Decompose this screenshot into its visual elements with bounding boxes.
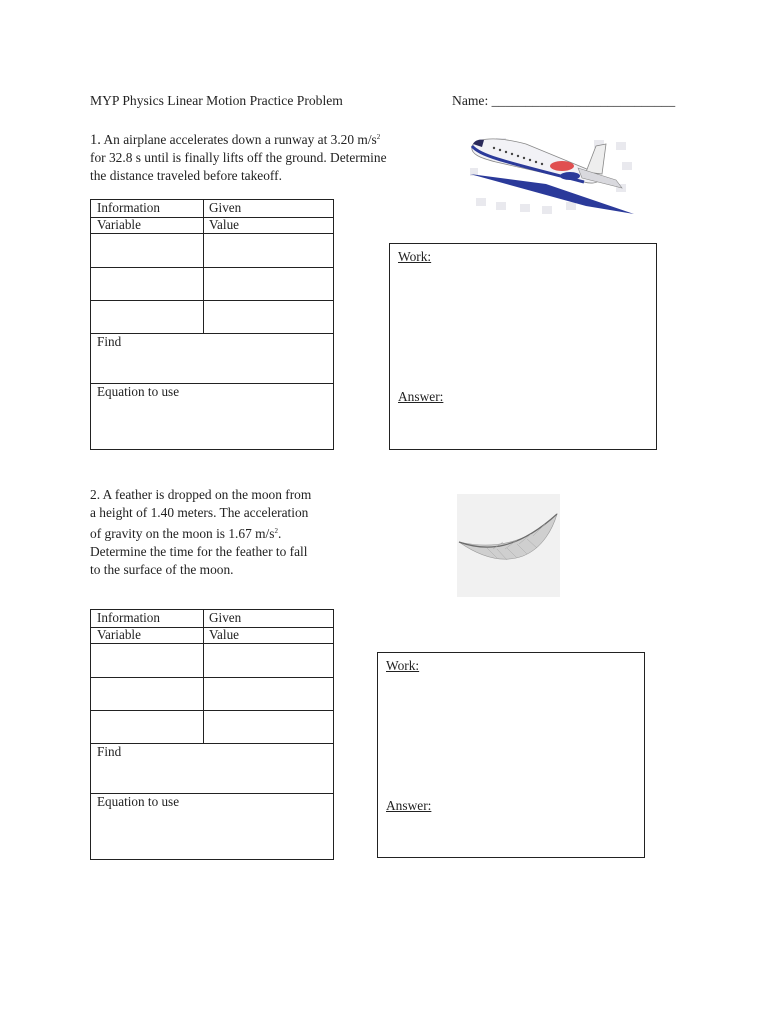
equation-label: Equation to use (97, 794, 180, 809)
problem-2-number: 2. (90, 487, 101, 502)
table-rule (91, 233, 333, 234)
table-rule (91, 743, 333, 744)
problem-2-line-5: to the surface of the moon. (90, 562, 234, 577)
work-label: Work: (386, 658, 420, 673)
problem-1-line-2: for 32.8 s until is finally lifts off the ground. Determine (90, 150, 387, 165)
table-rule (91, 267, 333, 268)
answer-label: Answer: (398, 389, 444, 404)
answer-label: Answer: (386, 798, 432, 813)
problem-2-line-2: a height of 1.40 meters. The acceleration (90, 505, 309, 520)
work-label: Work: (398, 249, 432, 264)
problem-1-line-3: the distance traveled before takeoff. (90, 168, 282, 183)
problem-2-line-3: of gravity on the moon is 1.67 m/s (90, 526, 275, 541)
table-rule (91, 710, 333, 711)
feather-image (457, 494, 560, 597)
name-field-label: Name: ___________________________ (452, 93, 676, 108)
table-header-value: Value (209, 627, 240, 642)
find-label: Find (97, 744, 122, 759)
equation-label: Equation to use (97, 384, 180, 399)
table-header-variable: Variable (97, 217, 141, 232)
table-rule (91, 300, 333, 301)
given-table-2 (90, 609, 334, 860)
table-rule (91, 333, 333, 334)
table-header-information: Information (97, 610, 160, 625)
work-box-2 (377, 652, 645, 858)
table-header-variable: Variable (97, 627, 141, 642)
problem-2-line-1: A feather is dropped on the moon from (102, 487, 312, 502)
find-label: Find (97, 334, 122, 349)
table-rule (203, 610, 204, 744)
given-table-1 (90, 199, 334, 450)
airplane-icon (466, 128, 642, 220)
period: . (277, 526, 282, 541)
table-header-value: Value (209, 217, 240, 232)
problem-1-line-1: An airplane accelerates down a runway at 3.20 m/s (103, 132, 377, 147)
worksheet-title: MYP Physics Linear Motion Practice Problem (90, 93, 343, 108)
problem-2-line-4: Determine the time for the feather to fall (90, 544, 308, 559)
problem-1-text (90, 128, 410, 185)
table-rule (91, 677, 333, 678)
superscript: 2 (376, 133, 381, 141)
table-header-given: Given (209, 610, 242, 625)
airplane-image (466, 128, 642, 220)
work-box-1 (389, 243, 657, 450)
table-header-information: Information (97, 200, 160, 215)
superscript: 2 (274, 527, 278, 535)
problem-2-text (90, 486, 330, 579)
table-rule (91, 643, 333, 644)
table-header-given: Given (209, 200, 242, 215)
table-rule (203, 200, 204, 334)
feather-icon (457, 494, 560, 597)
problem-1-number: 1. (90, 132, 101, 148)
